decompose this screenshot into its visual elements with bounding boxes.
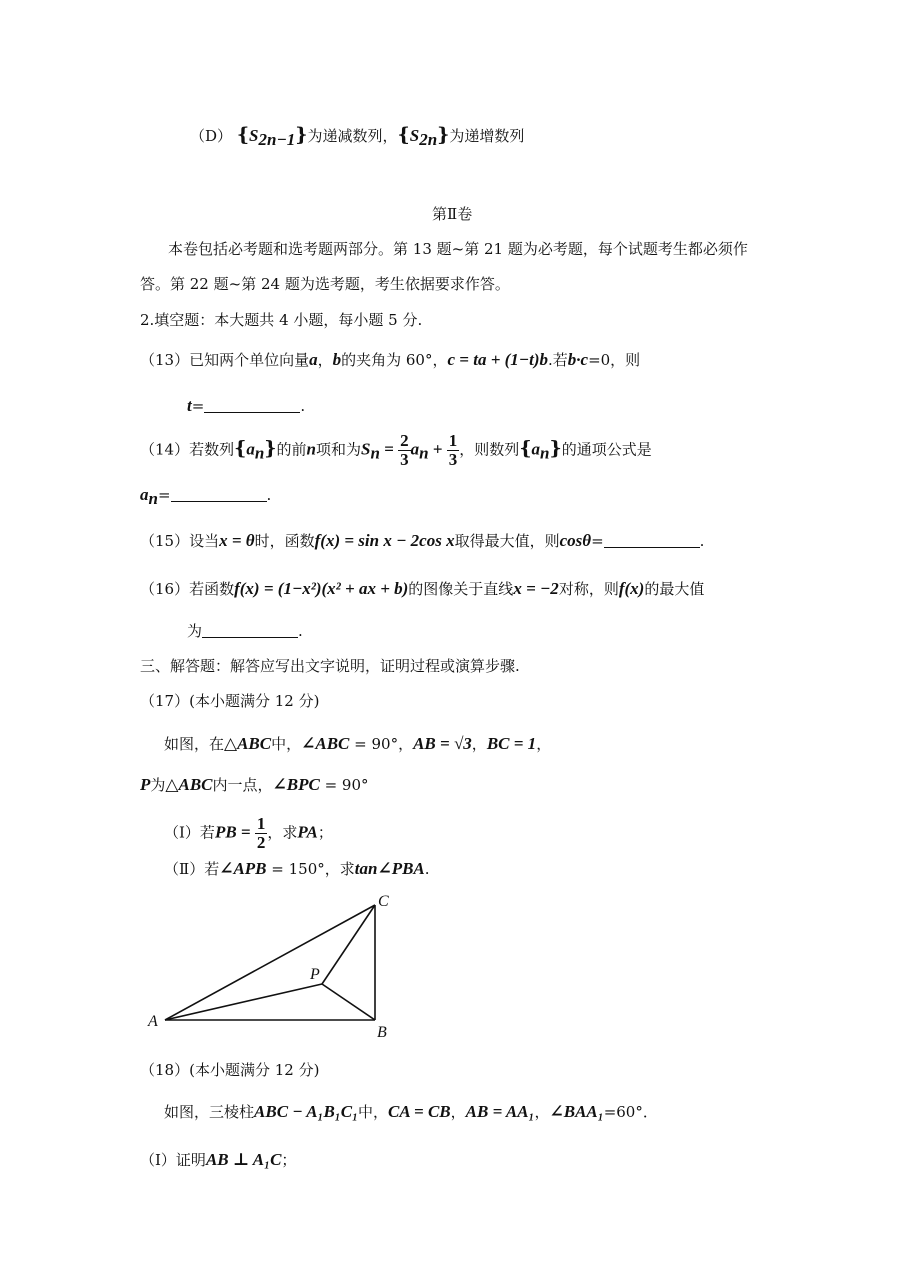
question-14: （14）若数列$\{a_n\}$的前n项和为$S_n$ = $\frac{2}{3}$ $a_n$ + $\frac{1}{3}$ ，则数列$\{a_n\}$的通项公式是 <box>140 431 652 469</box>
q17-part-1: （Ⅰ）若PB = $\frac{1}{2}$ ，求PA； <box>164 814 333 852</box>
q16-function: f(x) = (1−x²)(x² + ax + b) <box>234 579 409 598</box>
triangle-figure <box>140 885 410 1045</box>
edge-pc <box>322 905 375 984</box>
q17-line-2: P为△ABC内一点，∠BPC = 90° <box>140 775 369 794</box>
q18-header: （18）(本小题满分 12 分) <box>140 1061 320 1079</box>
option-d-text2: 为递增数列 <box>449 127 525 145</box>
q18-line-1: 如图，三棱柱ABC − A₁B₁C₁中，CA = CB，AB = AA₁，∠BAA₁=60°． <box>164 1102 658 1121</box>
q16-answer: 为 . <box>187 622 303 640</box>
q14-answer: $a_n=$ . <box>140 485 272 508</box>
vector-b: b <box>332 350 342 369</box>
fraction-1-3: $\frac{1}{3}$ <box>448 431 458 469</box>
q18-part-1: （Ⅰ）证明AB ⊥ A₁C； <box>140 1150 297 1169</box>
seq-s-odd: S <box>249 126 259 145</box>
q16-blank[interactable] <box>202 621 298 638</box>
question-15: （15）设当x = θ时，函数f(x) = sin x − 2cos x取得最大值，则cosθ= . <box>140 531 705 550</box>
question-16: （16）若函数f(x) = (1−x²)(x² + ax + b)的图像关于直线x = −2对称，则f(x)的最大值 <box>140 579 705 598</box>
fraction-2-3: $\frac{2}{3}$ <box>400 431 409 469</box>
label-b: B <box>377 1024 387 1041</box>
section-title: 第Ⅱ卷 <box>432 205 473 223</box>
q17-part-2: （Ⅱ）若∠APB = 150°，求tan∠PBA. <box>164 859 430 878</box>
seq-s-even-sub: 2n <box>419 130 438 149</box>
edge-ca <box>165 905 375 1020</box>
q17-line-1: 如图，在△ABC中，∠ABC = 90°，AB = √3，BC = 1， <box>164 734 552 753</box>
q17-header: （17）(本小题满分 12 分) <box>140 692 320 710</box>
q13-blank[interactable] <box>204 396 300 413</box>
edge-ap <box>165 984 322 1020</box>
intro-line-2: 答。第 22 题~第 24 题为选考题，考生依据要求作答。 <box>140 275 510 293</box>
edge-pb <box>322 984 375 1020</box>
q13-answer: t= . <box>187 396 306 415</box>
q13-formula: c = ta + (1−t)b <box>447 350 548 369</box>
label-a: A <box>148 1013 158 1030</box>
option-d: （D） $\{S_{2n-1}\}$为递减数列，$\{S_{2n}\}$为递增数列 <box>190 124 525 149</box>
fill-heading: 2.填空题：本大题共 4 小题，每小题 5 分. <box>140 311 423 329</box>
vector-a: a <box>309 350 318 369</box>
q14-blank[interactable] <box>171 485 267 502</box>
seq-s-odd-sub: 2n−1 <box>258 130 296 149</box>
fraction-1-2: $\frac{1}{2}$ <box>256 814 266 852</box>
option-d-text1: 为递减数列， <box>307 127 398 145</box>
option-d-label: （D） <box>190 127 233 145</box>
part3-heading: 三、解答题：解答应写出文字说明，证明过程或演算步骤. <box>140 657 520 675</box>
intro-line-1: 本卷包括必考题和选考题两部分。第 13 题~第 21 题为必考题，每个试题考生都必须作 <box>168 240 748 258</box>
question-13: （13）已知两个单位向量a，b的夹角为 60°，c = ta + (1−t)b.若b·c=0，则 <box>140 350 641 369</box>
seq-s-even: S <box>409 126 420 145</box>
q15-function: f(x) = sin x − 2cos x <box>314 531 455 550</box>
label-p: P <box>310 966 320 983</box>
q15-blank[interactable] <box>604 531 700 548</box>
q13-dot: b·c <box>567 350 589 369</box>
label-c: C <box>378 893 389 910</box>
